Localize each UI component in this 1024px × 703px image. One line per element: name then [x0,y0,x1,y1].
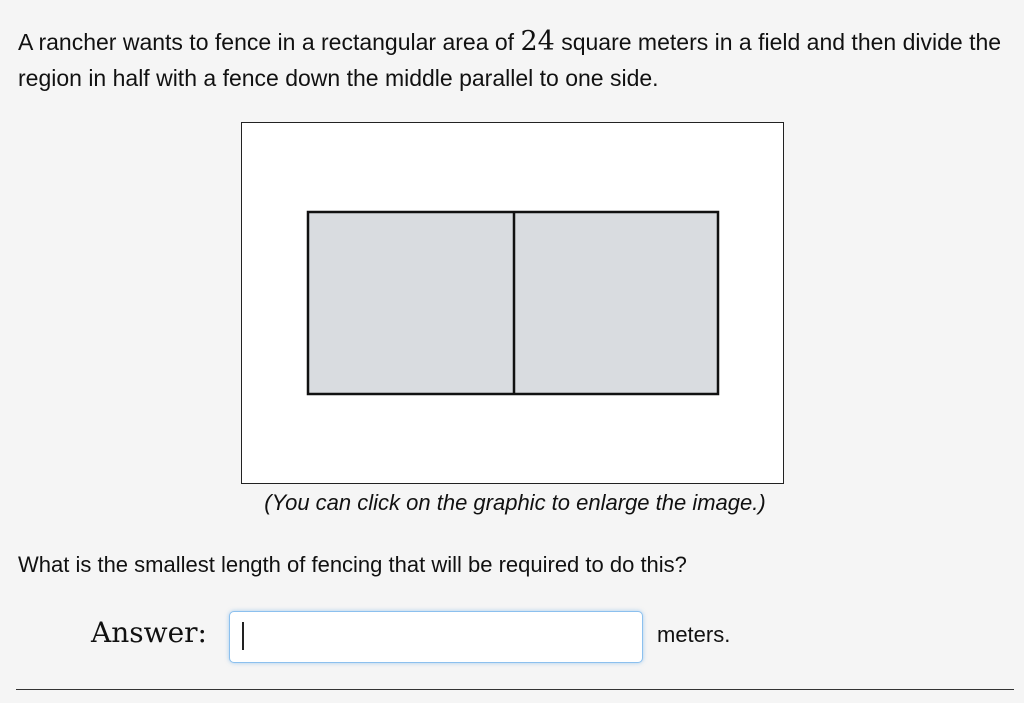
diagram-graphic[interactable] [241,122,784,484]
answer-label: Answer: [91,616,207,649]
question-text-part2: square meters in a field and then divide the region in half with a fence down the middle parallel to one side. [18,29,1002,91]
answer-input[interactable] [229,611,643,663]
text-caret [242,622,244,650]
divider-line [16,689,1014,690]
question-text-part1: A rancher wants to fence in a rectangular area of [18,29,521,55]
enlarge-caption: (You can click on the graphic to enlarge the image.) [264,490,766,515]
question-text [18,24,1013,96]
question-prompt: What is the smallest length of fencing that will be required to do this? [18,552,687,577]
answer-unit: meters. [657,622,731,647]
area-value: 24 [520,26,555,57]
fence-diagram [242,123,782,482]
